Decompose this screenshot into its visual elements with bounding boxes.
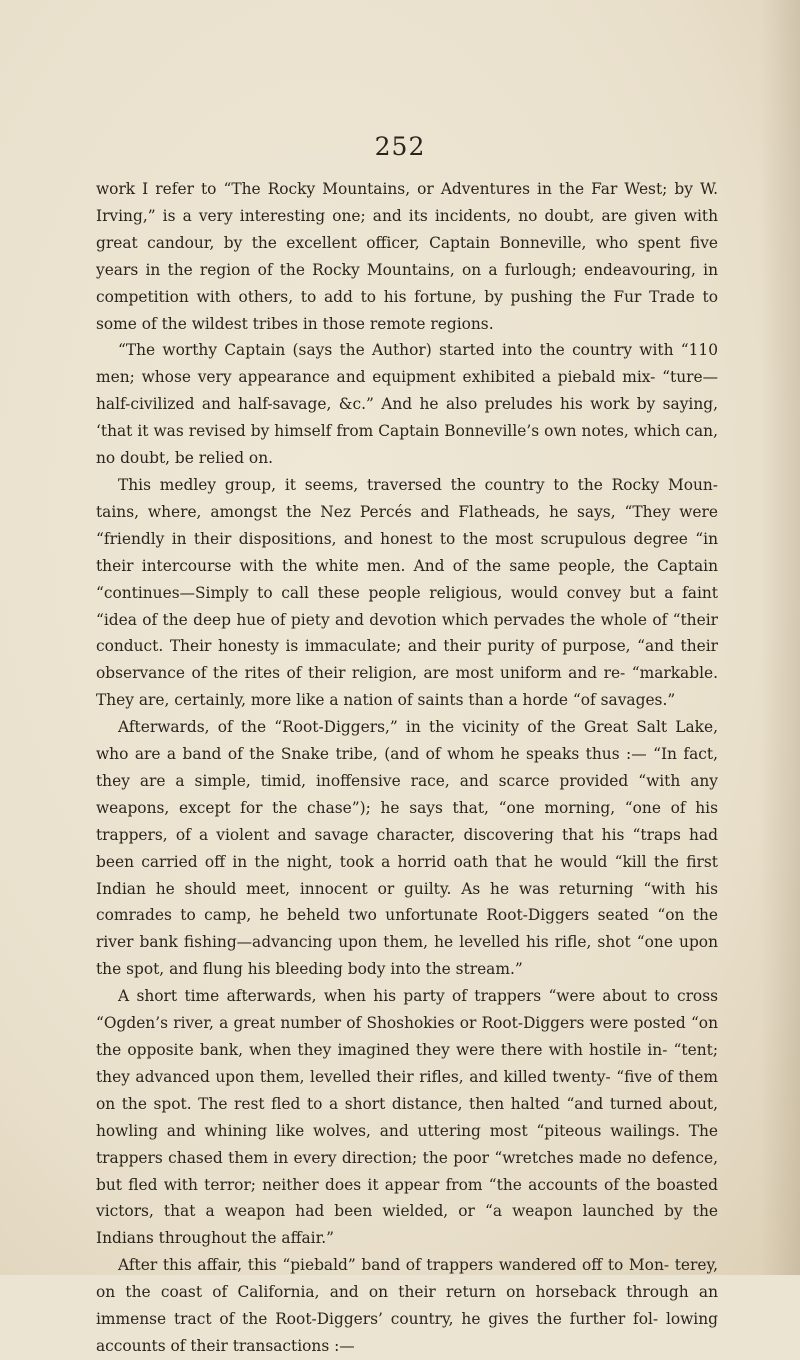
paragraph-6: After this affair, this “piebald” band of trappers wandered off to Mon- terey, on the coast of California, and on their return on horseback through an immense tract of the Root-Diggers’ country, he gives the further fol- lowing accounts of their transactions :— [96, 1256, 718, 1355]
paragraph-5: A short time afterwards, when his party of trappers “were about to cross “Ogden’s river, a great number of Shoshokies or Root-Diggers were posted “on the opposite bank, when they imagined they were there with hostile in- “tent; they advanced upon them, levelled their rifles, and killed twenty- “five of them on the spot. The rest fled to a short distance, then halted “and turned about, howling and whining like wolves, and uttering most “piteous wailings. The trappers chased them in every direction; the poor “wretches made no defence, but fled with terror; neither does it appear from “the accounts of the boasted victors, that a weapon had been wielded, or “a weapon launched by the Indians throughout the affair.” [96, 987, 718, 1248]
page-number: 252 [374, 132, 426, 161]
paragraph-4: Afterwards, of the “Root-Diggers,” in the vicinity of the Great Salt Lake, who are a band of the Snake tribe, (and of whom he speaks thus :— “In fact, they are a simple, timid, inoffensive race, and scarce provided “with any weapons, except for the chase”); he says that, “one morning, “one of his trappers, of a violent and savage character, discovering that his “traps had been carried off in the night, took a horrid oath that he would “kill the first Indian he should meet, innocent or guilty. As he was returning “with his comrades to camp, he beheld two unfortunate Root-Diggers seated “on the river bank fishing—advancing upon them, he levelled his rifle, shot “one upon the spot, and flung his bleeding body into the stream.” [96, 718, 718, 979]
paragraph-1: work I refer to “The Rocky Mountains, or Adventures in the Far West; by W. Irving,” is a very interesting one; and its incidents, no doubt, are given with great candour, by the excellent officer, Captain Bonneville, who spent five years in the region of the Rocky Mountains, on a furlough; endeavouring, in competition with others, to add to his fortune, by pushing the Fur Trade to some of the wildest tribes in those remote regions. [96, 180, 718, 333]
body-text [96, 176, 718, 1360]
paragraph-3: This medley group, it seems, traversed the country to the Rocky Moun- tains, where, amongst the Nez Percés and Flatheads, he says, “They were “friendly in their dispositions, and honest to the most scrupulous degree “in their intercourse with the white men. And of the same people, the Captain “continues—Simply to call these people religious, would convey but a faint “idea of the deep hue of piety and devotion which pervades the whole of “their conduct. Their honesty is immaculate; and their purity of purpose, “and their observance of the rites of their religion, are most uniform and re- “markable. They are, certainly, more like a nation of saints than a horde “of savages.” [96, 475, 718, 710]
page-edge-shadow [760, 0, 800, 1275]
paragraph-2: “The worthy Captain (says the Author) started into the country with “110 men; whose very appearance and equipment exhibited a piebald mix- “ture—half-civilized and half-savage, &c.” And he also preludes his work by saying, ‘that it was revised by himself from Captain Bonneville’s own notes, which can, no doubt, be relied on. [96, 341, 718, 468]
